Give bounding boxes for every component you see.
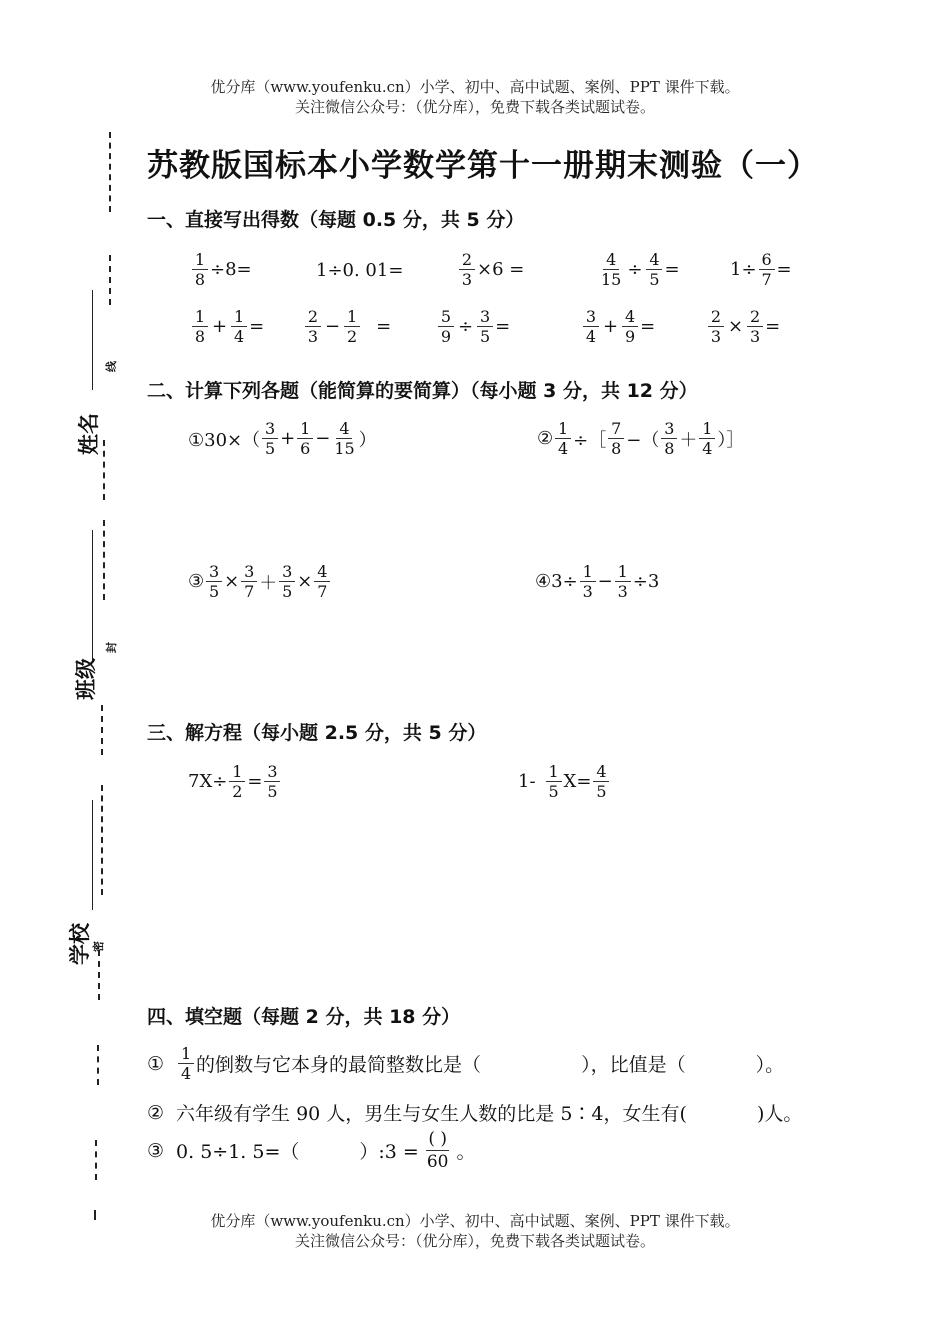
s1-expr-9: $\frac{3}{4}$ + $\frac{4}{9}$ = [581,307,655,346]
s2-problem-4: ④3÷ $\frac{1}{3}$ − $\frac{1}{3}$ ÷3 [535,562,660,601]
section-2-heading: 二、计算下列各题（能简算的要简算）（每小题 3 分，共 12 分） [147,380,698,402]
s4-question-2: ② 六年级有学生 90 人，男生与女生人数的比是 5∶4，女生有( )人。 [147,1101,803,1125]
s1-expr-5: 1÷ $\frac{6}{7}$ = [730,250,792,289]
name-underline [92,290,93,390]
cut-line [101,785,103,895]
header-line-1: 优分库（www.youfenku.cn）小学、初中、高中试题、案例、PPT 课件下载。 [210,78,740,96]
s1-expr-1: $\frac{1}{8}$ ÷8= [190,250,252,289]
cut-line [103,520,105,600]
footer-line-2: 关注微信公众号：（优分库），免费下载各类试题试卷。 [294,1232,655,1250]
cut-line [101,705,103,755]
s1-expr-3: $\frac{2}{3}$ ×6 = [457,250,524,289]
s1-expr-4: $\frac{4}{15}$ ÷ $\frac{4}{5}$ = [601,250,680,289]
s1-expr-6: $\frac{1}{8}$ + $\frac{1}{4}$ = [190,307,264,346]
binding-margin [0,0,140,1342]
s1-expr-10: $\frac{2}{3}$ × $\frac{2}{3}$ = [706,307,780,346]
mark-xian: 线 [105,361,118,372]
footer-line-1: 优分库（www.youfenku.cn）小学、初中、高中试题、案例、PPT 课件下载。 [210,1212,740,1230]
cut-line [103,440,105,500]
s3-equation-2: 1- $\frac{1}{5}$ X= $\frac{4}{5}$ [518,762,611,801]
s3-equation-1: 7X÷ $\frac{1}{2}$ = $\frac{3}{5}$ [188,762,282,801]
cut-line [95,1140,97,1180]
s4-question-1: ① $\frac{1}{4}$ 的倒数与它本身的最简整数比是（ ），比值是（ ）。 [147,1044,785,1083]
s2-problem-2: ② $\frac{1}{4}$ ÷［ $\frac{7}{8}$ −（ $\frac{3}{8}$ ＋ $\frac{1}{4}$ ）］ [537,419,745,458]
answer-blank[interactable]: ( ) [428,1129,448,1149]
section-4-heading: 四、填空题（每题 2 分，共 18 分） [147,1006,461,1028]
s1-expr-8: $\frac{5}{9}$ ÷ $\frac{3}{5}$ = [436,307,510,346]
cut-line [109,132,111,212]
section-1-heading: 一、直接写出得数（每题 0.5 分，共 5 分） [147,209,525,231]
class-underline [92,530,93,660]
mark-mi: 密 [92,941,105,952]
cut-line [109,255,111,305]
name-label: 姓名 [77,413,101,455]
cut-line [97,1045,99,1085]
s2-problem-1: ①30×（ $\frac{3}{5}$ + $\frac{1}{6}$ − $\frac{4}{15}$ ） [188,419,377,458]
school-label: 学校 [68,923,92,965]
s4-question-3: ③ 0. 5÷1. 5=（ ）:3 = $\frac{( )}{60}$ 。 [147,1129,476,1172]
class-label: 班级 [74,658,98,700]
header-line-2: 关注微信公众号：（优分库），免费下载各类试题试卷。 [294,98,655,116]
s1-expr-7: $\frac{2}{3}$ − $\frac{1}{2}$ = [303,307,391,346]
page-title: 苏教版国标本小学数学第十一册期末测验（一） [147,148,819,184]
cut-line [98,950,100,1000]
s2-problem-3: ③ $\frac{3}{5}$ × $\frac{3}{7}$ ＋ $\frac{3}{5}$ × $\frac{4}{7}$ [188,562,332,601]
section-3-heading: 三、解方程（每小题 2.5 分，共 5 分） [147,722,487,744]
s1-expr-2: 1÷0. 01= [316,260,404,281]
mark-feng: 封 [105,642,118,653]
school-underline [92,800,93,910]
